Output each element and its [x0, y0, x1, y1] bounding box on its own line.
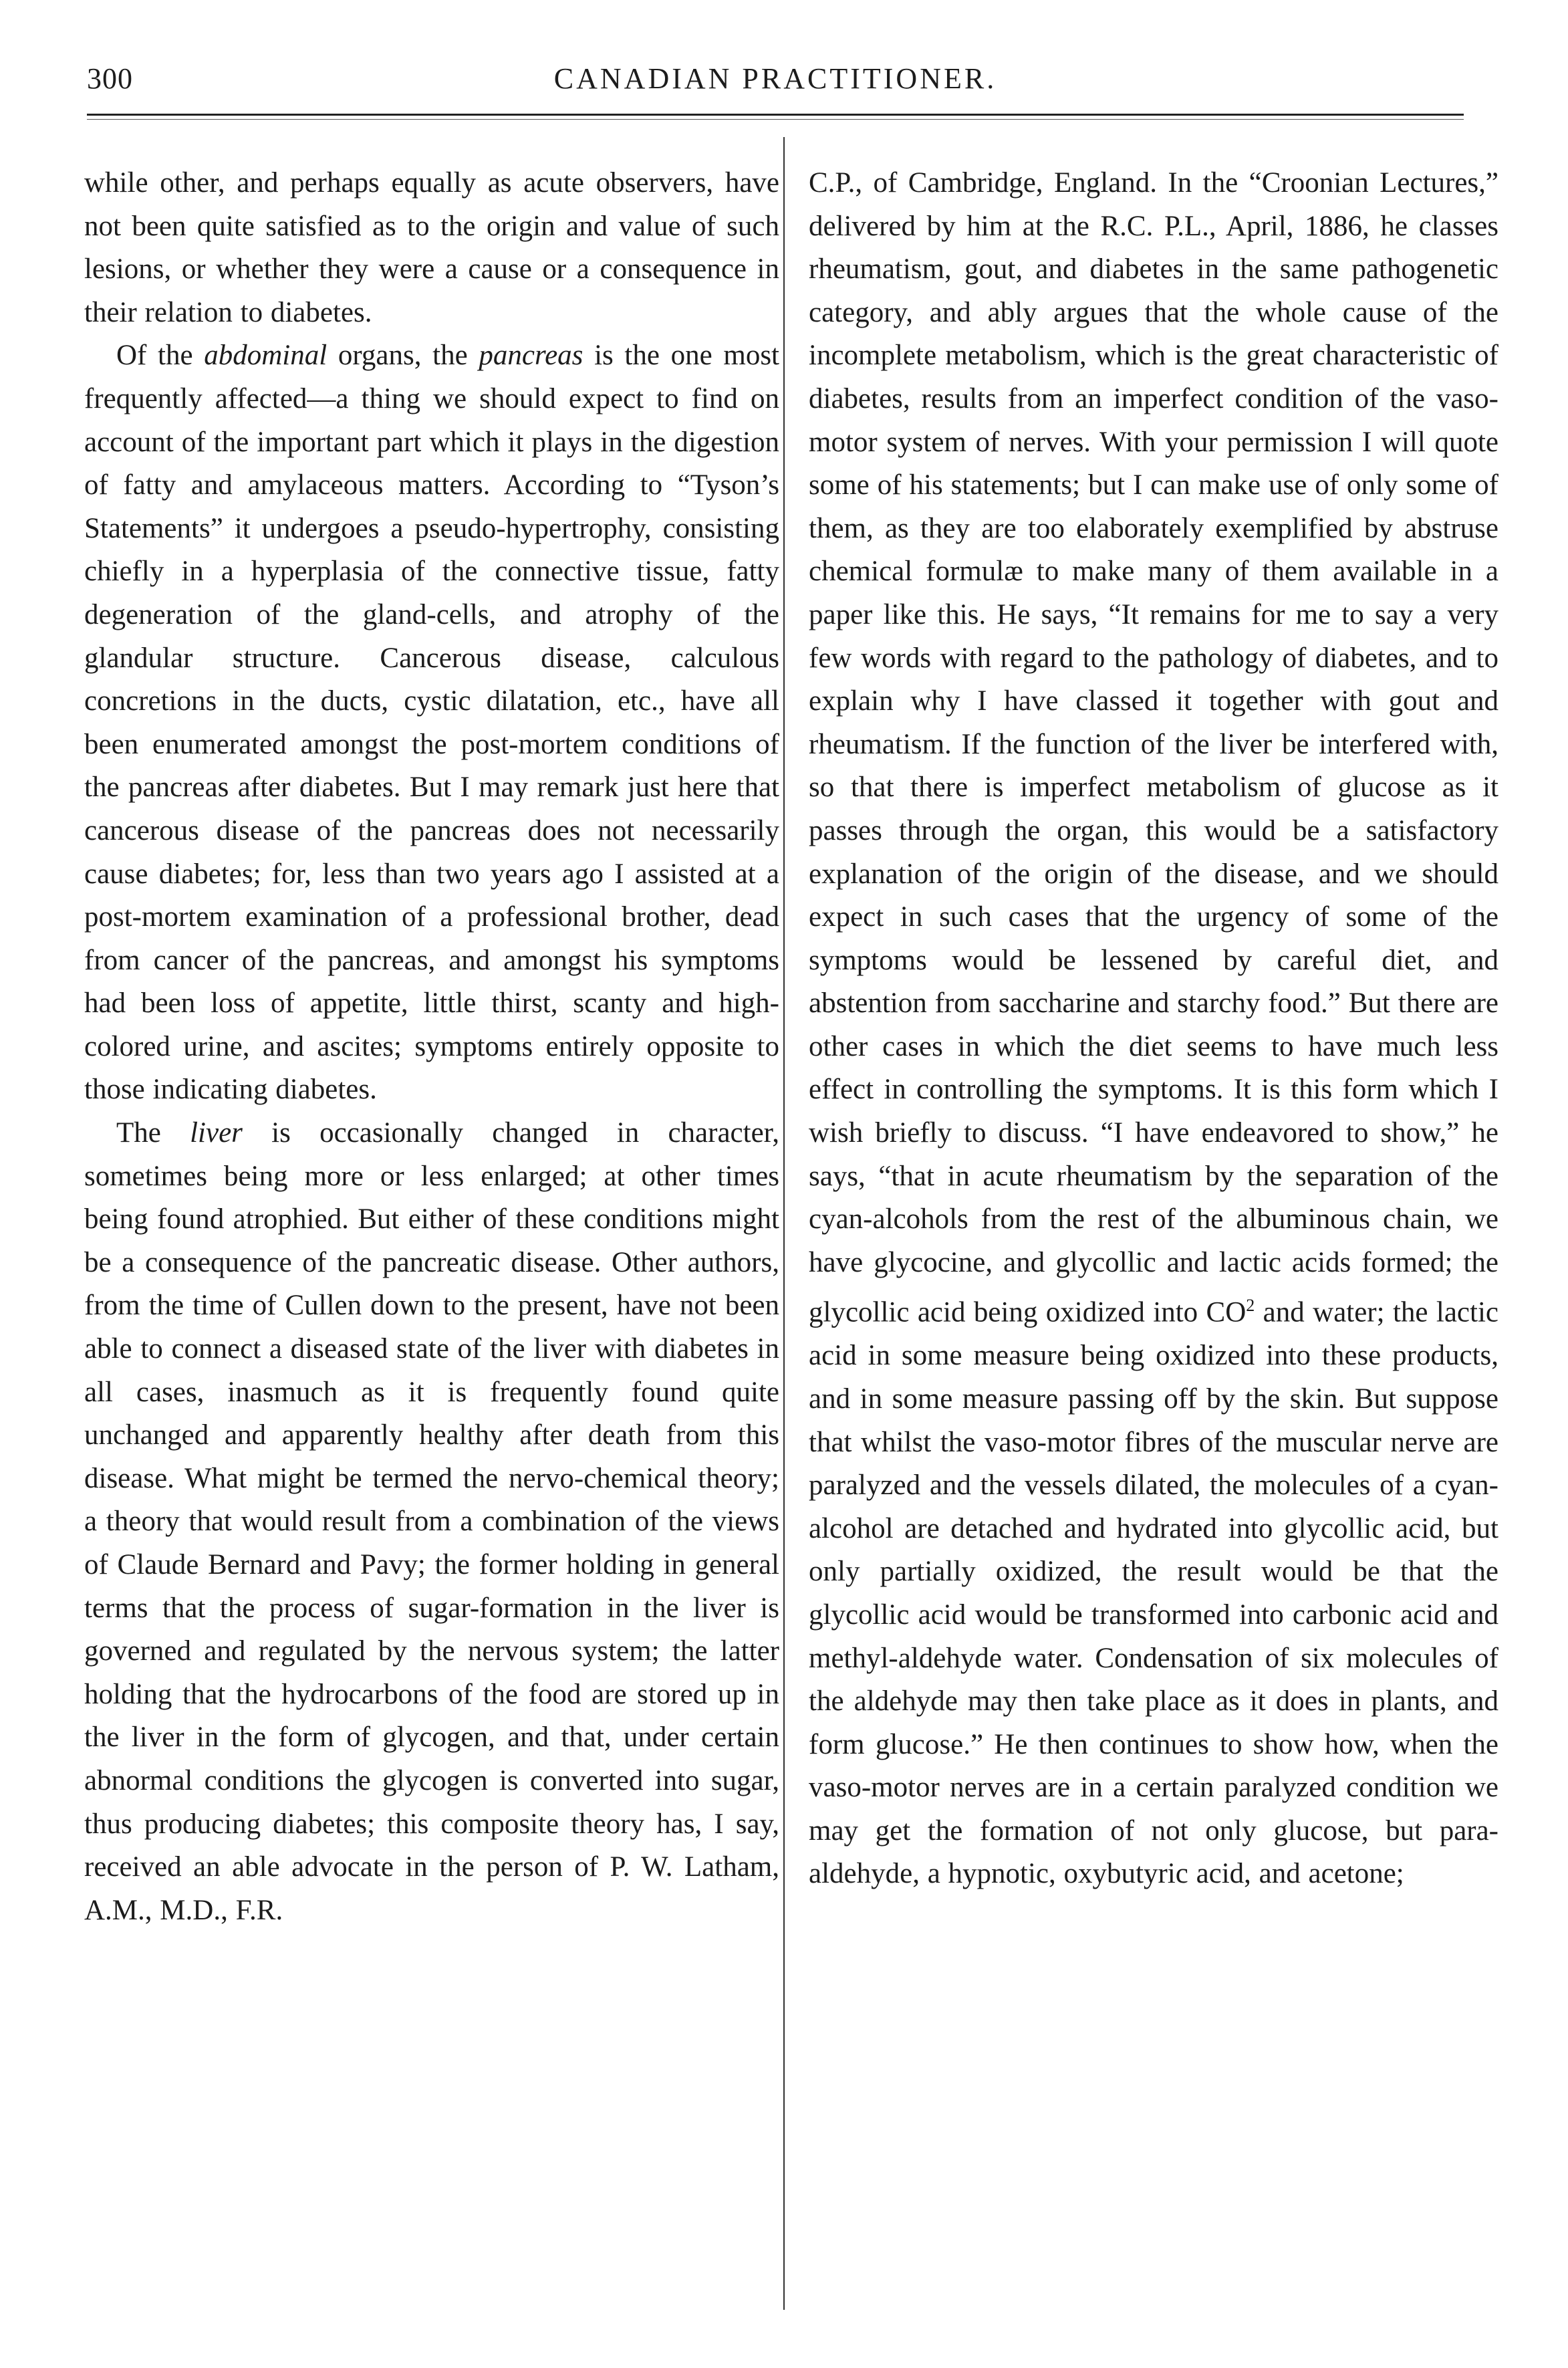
column-divider [783, 137, 785, 2310]
page-header [87, 62, 1464, 108]
italic-term: liver [190, 1117, 243, 1149]
paragraph-text: while other, and perhaps equally as acute observers, have not been quite satisfied as to the origin and value of such lesions, or whether they were a cause or a consequence in their relation to diabetes. [84, 167, 779, 328]
paragraph-text: organs, the [327, 340, 479, 372]
paragraph-text: is the one most frequently affected—a thing we should expect to find on account of the important part which it plays in the digestion of fatty and amylaceous matters. According to “Tyson’s Statements” it undergoes a pseudo-hypertrophy, consisting chiefly in a hyperplasia of the connective tissue, fatty degeneration of the gland-cells, and atrophy of the glandular structure. Cancerous disease, calculous concretions in the ducts, cystic dilatation, etc., have all been enumerated amongst the post-mortem conditions of the pancreas after diabetes. But I may remark just here that cancerous disease of the pancreas does not necessarily cause diabetes; for, less than two years ago I assisted at a post-mortem examination of a professional brother, dead from cancer of the pancreas, and amongst his symptoms had been loss of appetite, little thirst, scanty and high-colored urine, and ascites; symptoms entirely opposite to those indicating diabetes. [84, 340, 779, 1106]
paragraph [809, 162, 1498, 1896]
paragraph-text: and water; the lactic acid in some measure being oxidized into these products, and in some measure passing off by the skin. But suppose that whilst the vaso-motor fibres of the muscular nerve are paralyzed and the vessels dilated, the molecules of a cyan-alcohol are detached and hydrated into glycollic acid, but only partially oxidized, the result would be that the glycollic acid would be transformed into carbonic acid and methyl-aldehyde water. Condensation of six molecules of the aldehyde may then take place as it does in plants, and form glucose.” He then continues to show how, when the vaso-motor nerves are in a certain paralyzed condition we may get the formation of not only glucose, but para-aldehyde, a hypnotic, oxybutyric acid, and acetone; [809, 1296, 1498, 1890]
header-rule-thin [87, 119, 1464, 120]
paragraph [84, 334, 779, 1112]
paragraph-text: is occasionally changed in character, sometimes being more or less enlarged; at other times being found atrophied. But either of these conditions might be a consequence of the pancreatic disease. Other authors, from the time of Cullen down to the present, have not been able to connect a diseased state of the liver with diabetes in all cases, inasmuch as it is frequently found quite unchanged and apparently healthy after death from this disease. What might be termed the nervo-chemical theory; a theory that would result from a combination of the views of Claude Bernard and Pavy; the former holding in general terms that the process of sugar-formation in the liver is governed and regulated by the nervous system; the latter holding that the hydrocarbons of the food are stored up in the liver in the form of glycogen, and that, under certain abnormal conditions the glycogen is converted into sugar, thus producing diabetes; this composite theory has, I say, received an able advocate in the person of P. W. Latham, A.M., M.D., F.R. [84, 1117, 779, 1926]
italic-term: pancreas [479, 340, 583, 372]
left-column [84, 162, 779, 1932]
paragraph-text: C.P., of Cambridge, England. In the “Croonian Lectures,” delivered by him at the R.C. P.L., April, 1886, he classes rheumatism, gout, and diabetes in the same pathogenetic category, and ably argues that the whole cause of the incomplete metabolism, which is the great characteristic of diabetes, results from an imperfect condition of the vaso-motor system of nerves. With your permission I will quote some of his statements; but I can make use of only some of them, as they are too elaborately exemplified by abstruse chemical formulæ to make many of them available in a paper like this. He says, “It remains for me to say a very few words with regard to the pathology of diabetes, and to explain why I have classed it together with gout and rheumatism. If the function of the liver be interfered with, so that there is imperfect metabolism of glucose as it passes through the organ, this would be a satisfactory explanation of the origin of the disease, and we should expect in such cases that the urgency of some of the symptoms would be lessened by careful diet, and abstention from saccharine and starchy food.” But there are other cases in which the diet seems to have much less effect in controlling the symptoms. It is this form which I wish briefly to discuss. “I have endeavored to show,” he says, “that in acute rheumatism by the separation of the cyan-alcohols from the rest of the albuminous chain, we have glycocine, and glycollic and lactic acids formed; the glycollic acid being oxidized into CO [809, 167, 1498, 1328]
page-number: 300 [87, 62, 133, 95]
paragraph [84, 1112, 779, 1932]
superscript: 2 [1246, 1296, 1255, 1316]
right-column [809, 162, 1498, 1896]
paragraph-text: The [116, 1117, 190, 1149]
header-rule [87, 114, 1464, 116]
paragraph-text: Of the [116, 340, 205, 372]
italic-term: abdominal [204, 340, 328, 372]
running-head: CANADIAN PRACTITIONER. [553, 62, 997, 95]
paragraph [84, 162, 779, 334]
